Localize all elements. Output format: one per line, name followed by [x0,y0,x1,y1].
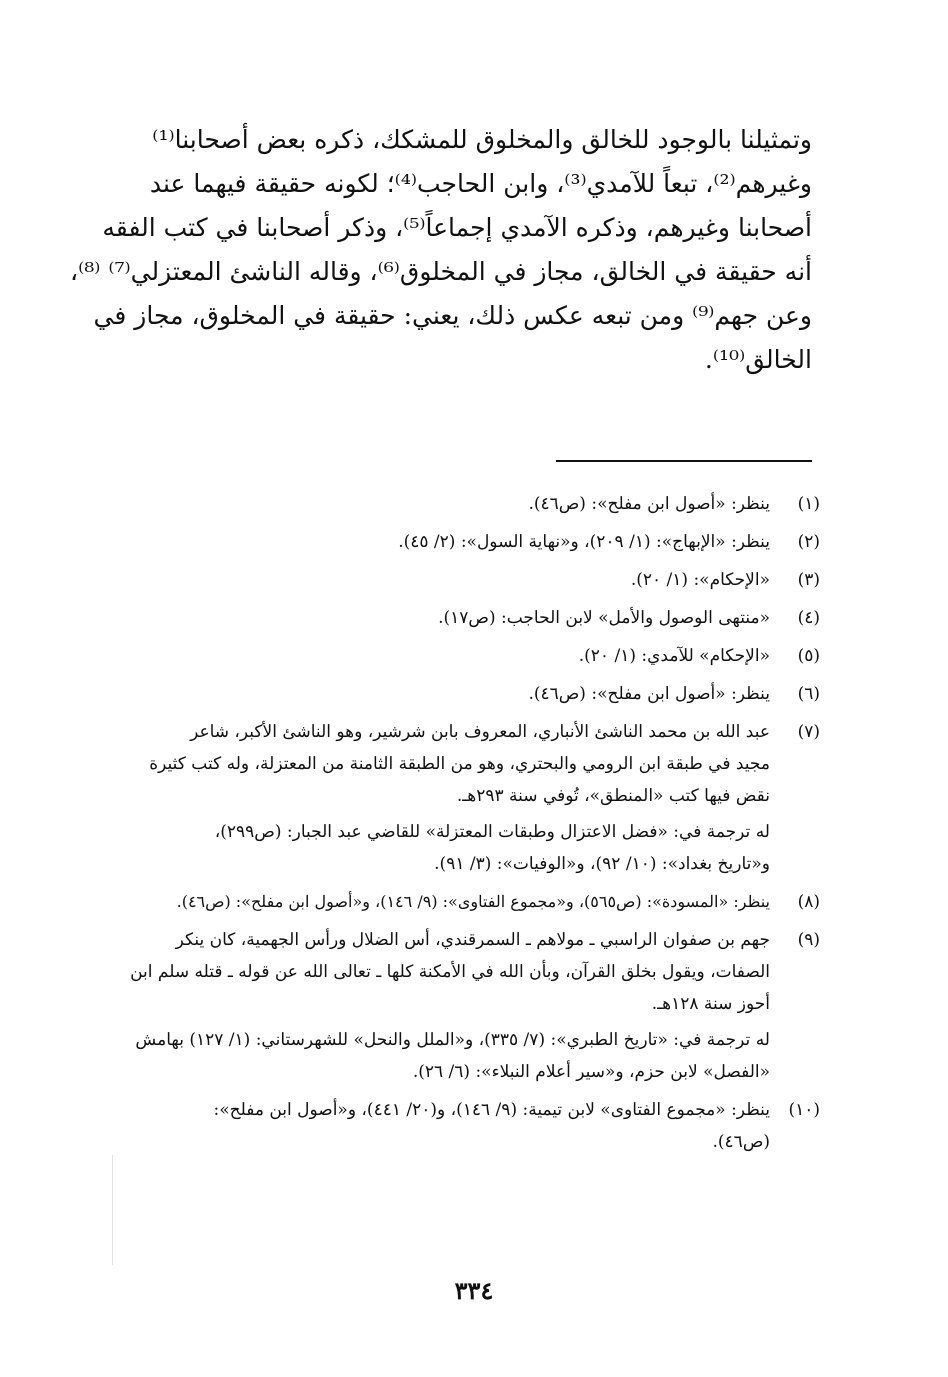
footnote-3 [124,564,820,596]
main-text-line: وغيرهم⁽²⁾، تبعاً للآمدي⁽³⁾، وابن الحاجب⁽⁴⁾؛ لكونه حقيقة فيهما عند [149,169,812,198]
footnote-8 [124,886,820,918]
footnote-text: ينظر: «المسودة»: (ص٥٦٥)، و«مجموع الفتاوى»: (٩/ ١٤٦)، و«أصول ابن مفلح»: (ص٤٦). [176,892,770,911]
footnote-text: ينظر: «الإبهاج»: (١/ ٢٠٩)، و«نهاية السول»: (٢/ ٤٥). [398,532,770,552]
footnote-text: له ترجمة في: «فضل الاعتزال وطبقات المعتزلة» للقاضي عبد الجبار: (ص٢٩٩)، [214,822,770,842]
footnote-number: (٩) [797,930,820,950]
footnote-number: (١٠) [788,1100,820,1120]
footnote-number: (٤) [797,608,820,628]
footnote-number: (١) [797,494,820,514]
footnote-text: (ص٤٦). [712,1132,770,1152]
footnote-biography-sources [124,816,770,880]
footnote-text: «منتهى الوصول والأمل» لابن الحاجب: (ص١٧). [438,608,770,628]
footnote-number: (٨) [797,892,820,912]
main-text-line: أنه حقيقة في الخالق، مجاز في المخلوق⁽⁶⁾، وقاله الناشئ المعتزلي⁽⁷⁾ ⁽⁸⁾، [70,257,812,286]
scan-edge-line [112,1155,113,1265]
footnote-text: ينظر: «أصول ابن مفلح»: (ص٤٦). [528,494,770,514]
main-text-line: الخالق⁽¹⁰⁾. [704,345,812,374]
footnote-text: أحوز سنة ١٢٨هـ. [651,994,770,1014]
footnote-text: الصفات، ويقول بخلق القرآن، وبأن الله في الأمكنة كلها ـ تعالى الله عن قوله ـ قتله سلم ابن [130,962,770,982]
footnote-text: «الإحكام» للآمدي: (١/ ٢٠). [578,646,770,666]
footnote-biography-sources [124,1024,770,1088]
footnote-number: (٦) [797,684,820,704]
main-text-line: أصحابنا وغيرهم، وذكره الآمدي إجماعاً⁽⁵⁾، وذكر أصحابنا في كتب الفقه [102,213,812,242]
main-text-line: وعن جهم⁽⁹⁾ ومن تبعه عكس ذلك، يعني: حقيقة في المخلوق، مجاز في [93,301,812,330]
footnote-text: له ترجمة في: «تاريخ الطبري»: (٧/ ٣٣٥)، و«الملل والنحل» للشهرستاني: (١/ ١٢٧) بهامش [135,1030,770,1050]
footnote-number: (٢) [797,532,820,552]
footnote-4 [124,602,820,634]
footnote-9 [124,924,820,1088]
footnote-7 [124,716,820,880]
footnote-text: و«تاريخ بغداد»: (١٠/ ٩٢)، و«الوفيات»: (٣/ ٩١). [434,854,770,874]
footnote-number: (٧) [797,722,820,742]
footnote-number: (٥) [797,646,820,666]
footnote-text: ينظر: «مجموع الفتاوى» لابن تيمية: (٩/ ١٤٦)، و(٢٠/ ٤٤١)، و«أصول ابن مفلح»: [213,1100,770,1120]
main-text-line: وتمثيلنا بالوجود للخالق والمخلوق للمشكك، ذكره بعض أصحابنا⁽¹⁾ [152,125,812,154]
footnote-text: جهم بن صفوان الراسبي ـ مولاهم ـ السمرقندي، أس الضلال ورأس الجهمية، كان ينكر [175,930,770,950]
footnote-text: عبد الله بن محمد الناشئ الأنباري، المعروف بابن شرشير، وهو الناشئ الأكبر، شاعر [190,722,770,742]
footnote-text: نقض فيها كتب «المنطق»، تُوفي سنة ٢٩٣هـ. [456,786,770,806]
footnote-number: (٣) [797,570,820,590]
footnote-10 [124,1094,820,1158]
footnotes [124,488,820,1164]
footnote-1 [124,488,820,520]
footnote-text: «الإحكام»: (١/ ٢٠). [630,570,770,590]
footnote-5 [124,640,820,672]
footnote-text: مجيد في طبقة ابن الرومي والبحتري، وهو من الطبقة الثامنة من المعتزلة، وله كتب كثيرة [149,754,770,774]
main-text [70,118,812,382]
footnote-6 [124,678,820,710]
footnote-2 [124,526,820,558]
footnote-text: «الفصل» لابن حزم، و«سير أعلام النبلاء»: (٦/ ٢٦). [412,1062,770,1082]
footnote-divider [556,460,812,462]
page-number: ٣٣٤ [454,1276,494,1305]
footnote-text: ينظر: «أصول ابن مفلح»: (ص٤٦). [528,684,770,704]
